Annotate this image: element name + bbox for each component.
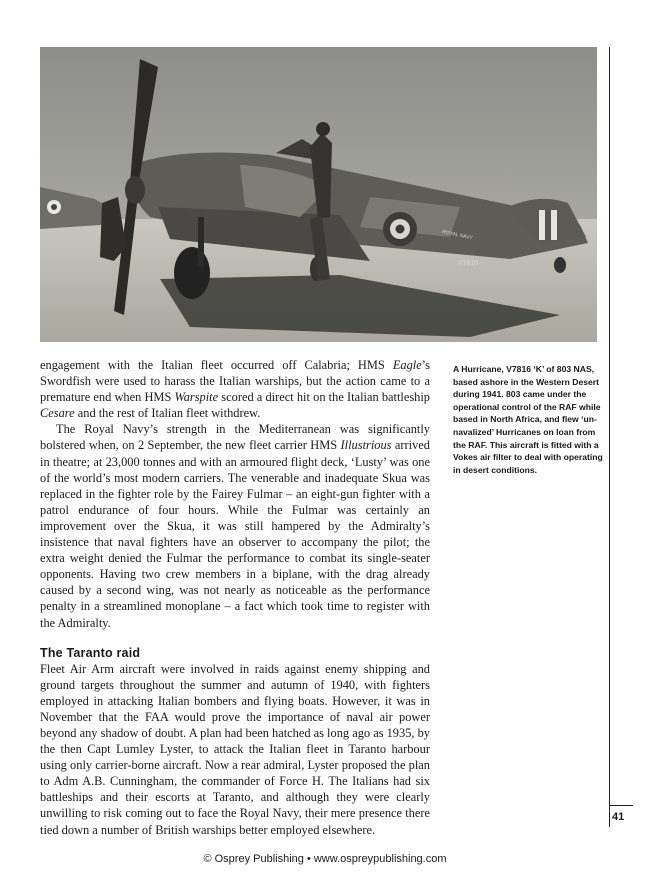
photo-caption: A Hurricane, V7816 ‘K’ of 803 NAS, based ashore in the Western Desert during 1941. 803 came under the operational control of the RAF while based in North Africa, and flew ‘un-navalized’ Hurricanes on loan from the RAF. This aircraft is fitted with a Vokes air filter to deal with operating in desert conditions. bbox=[453, 364, 603, 475]
section-heading: The Taranto raid bbox=[40, 645, 141, 660]
hurricane-photo bbox=[40, 47, 597, 342]
page-number: 41 bbox=[612, 811, 625, 823]
footer-credit: © Osprey Publishing • www.ospreypublishing.com bbox=[203, 853, 447, 865]
folio-rule bbox=[609, 805, 633, 806]
margin-rule bbox=[609, 47, 610, 827]
paragraph-3: Fleet Air Arm aircraft were involved in raids against enemy shipping and ground targets throughout the summer and autumn of 1940, with fighters employed in attacking Italian bombers and flying boats. However, it was in November that the FAA would prove the importance of naval air power beyond any shadow of doubt. A plan had been hatched as long ago as 1935, by the then Capt Lumley Lyster, to attack the Italian fleet in Taranto harbour using only carrier-borne aircraft. Now a rear admiral, Lyster proposed the plan to Adm A.B. Cunningham, the commander of Force H. The Italians had six battleships and their escorts at Taranto, and although they were clearly unwilling to risk coming out to face the Royal Navy, their mere presence there tied down a number of British warships better employed elsewhere. bbox=[40, 661, 430, 837]
paragraph-1: engagement with the Italian fleet occurred off Calabria; HMS Eagle’s Swordfish were used to harass the Italian warships, but the action came to a premature end when HMS Warspite scored a direct hit on the Italian battleship Cesare and the rest of Italian fleet withdrew. bbox=[40, 358, 430, 421]
royal-navy-marking: ROYAL NAVY bbox=[441, 229, 474, 242]
paragraph-2: The Royal Navy’s strength in the Mediterranean was significantly bolstered when, on 2 September, the new fleet carrier HMS Illustrious arrived in theatre; at 23,000 tonnes and with an armoured flight deck, ‘Lusty’ was one of the world’s most modern carriers. The venerable and inadequate Skua was replaced in the fighter role by the Fairey Fulmar – an eight-gun fighter with a patrol endurance of four hours. While the Fulmar was certainly an improvement over the Skua, it was still hampered by the Admiralty’s insistence that naval fighters have an observer to accompany the pilot; the extra weight denied the Fulmar the performance to combat its single-seater opponents. Having two crew members in a biplane, with the drag already caused by a second wing, was not nearly as noticeable as the performance penalty in a streamlined monoplane – a fact which took time to register with the Admiralty. bbox=[40, 422, 430, 630]
serial-marking: V7816 bbox=[458, 260, 479, 267]
body-text bbox=[40, 357, 430, 838]
